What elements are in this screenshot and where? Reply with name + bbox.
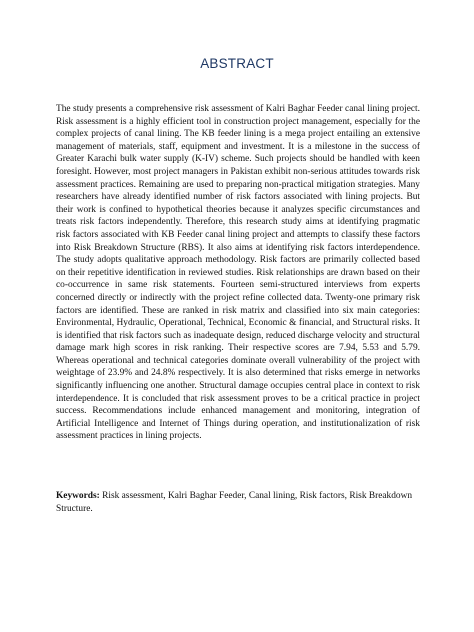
abstract-heading: ABSTRACT — [200, 56, 274, 71]
keywords-list: Risk assessment, Kalri Baghar Feeder, Canal lining, Risk factors, Risk Breakdown Structure. — [56, 491, 413, 514]
keywords-line — [56, 490, 420, 515]
abstract-paragraph: The study presents a comprehensive risk assessment of Kalri Baghar Feeder canal lining project. Risk assessment is a highly efficient tool in construction project management, especially for the complex projects of canal lining. The KB feeder lining is a mega project entailing an extensive management of materials, staff, equipment and investment. It is a milestone in the success of Greater Karachi bulk water supply (K-IV) scheme. Such projects should be handled with keen foresight. However, most project managers in Pakistan exhibit non-serious attitudes towards risk assessment practices. Remaining are used to preparing non-practical mitigation strategies. Many researchers have already identified number of risk factors associated with lining projects. But their work is confined to hypothetical theories because it analyzes specific circumstances and treats risk factors independently. Therefore, this research study aims at identifying pragmatic risk factors associated with KB Feeder canal lining project and attempts to classify these factors into Risk Breakdown Structure (RBS). It also aims at identifying risk factors interdependence. The study adopts qualitative approach methodology. Risk factors are primarily collected based on their repetitive identification in reviewed studies. Risk relationships are drawn based on their co-occurrence in same risk statements. Fourteen semi-structured interviews from experts concerned directly or indirectly with the project refine collected data. Twenty-one primary risk factors are identified. These are ranked in risk matrix and classified into six main categories: Environmental, Hydraulic, Operational, Technical, Economic & financial, and Structural risks. It is identified that risk factors such as inadequate design, reduced discharge velocity and structural damage mark high scores in risk ranking. Their respective scores are 7.94, 5.53 and 5.79. Whereas operational and technical categories dominate overall vulnerability of the project with weightage of 23.9% and 24.8% respectively. It is also determined that risks emerge in networks significantly influencing one another. Structural damage occupies central place in context to risk interdependence. It is concluded that risk assessment proves to be a critical practice in project success. Recommendations include enhanced management and monitoring, integration of Artificial Intelligence and Internet of Things during operation, and institutionalization of risk assessment practices in lining projects. — [56, 104, 420, 442]
keywords-label: Keywords: — [56, 491, 100, 501]
